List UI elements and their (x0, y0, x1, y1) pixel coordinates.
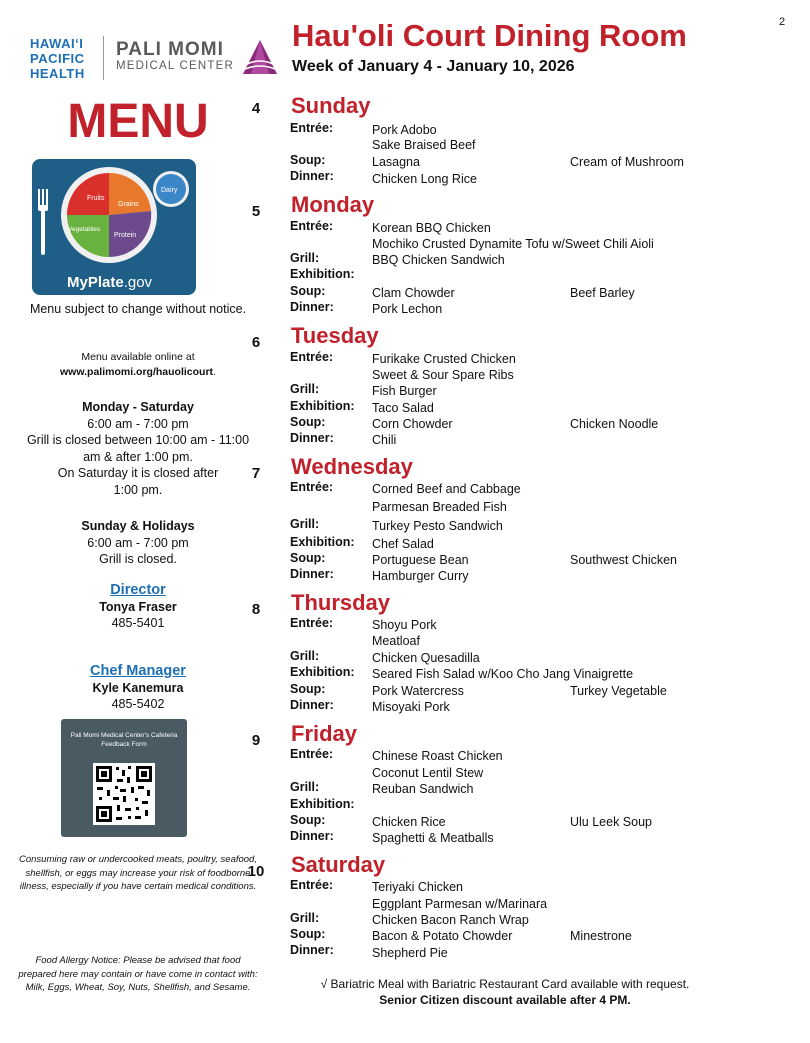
soup-label: Soup: (290, 927, 326, 941)
soup-item-2: Southwest Chicken (570, 553, 678, 567)
day-number: 5 (251, 203, 261, 220)
hawaii-pacific-health-logo (30, 36, 85, 81)
entree-label: Entrée: (290, 350, 334, 364)
dinner-item: Shepherd Pie (372, 946, 448, 960)
soup-item-2: Turkey Vegetable (570, 684, 667, 698)
logo-line: PACIFIC (30, 51, 85, 66)
senior-discount-note: Senior Citizen discount available after 4 PM. (379, 993, 631, 1007)
exhibition-label: Exhibition: (290, 797, 355, 811)
entree-item: Parmesan Breaded Fish (372, 500, 507, 514)
weekday-hours-block (18, 399, 258, 498)
dinner-label: Dinner: (290, 300, 334, 314)
pali-momi-logo (116, 40, 234, 73)
saturday-note: On Saturday it is closed after 1:00 pm. (57, 466, 219, 497)
entree-label: Entrée: (290, 219, 334, 233)
day-name-friday: Friday (291, 721, 358, 746)
entree-item: Furikake Crusted Chicken (372, 352, 516, 366)
day-number: 6 (251, 334, 261, 351)
day-number: 8 (251, 601, 261, 618)
grill-label: Grill: (290, 649, 320, 663)
soup-item: Portuguese Bean (372, 553, 469, 567)
logo-line: HAWAIʻI (30, 36, 84, 51)
dinner-label: Dinner: (290, 567, 334, 581)
soup-label: Soup: (290, 682, 326, 696)
online-label: Menu available online at (81, 351, 195, 363)
director-block (18, 582, 258, 632)
entree-label: Entrée: (290, 616, 334, 630)
day-number: 7 (251, 465, 261, 482)
raw-food-notice: Consuming raw or undercooked meats, poultry, seafood, shellfish, or eggs may increase your risk of foodborne illness, especially if you have certain medical conditions. (19, 854, 257, 892)
soup-item: Corn Chowder (372, 417, 453, 431)
sunday-grill-note: Grill is closed. (99, 552, 177, 566)
dinner-label: Dinner: (290, 943, 334, 957)
dinner-item: Hamburger Curry (372, 569, 469, 583)
weekday-hours: 6:00 am - 7:00 pm (87, 416, 189, 431)
entree-item: Mochiko Crusted Dynamite Tofu w/Sweet Chili Aioli (372, 237, 654, 251)
myplate-icon (32, 159, 196, 295)
soup-item-2: Beef Barley (570, 286, 635, 300)
qr-code-icon[interactable] (93, 763, 155, 825)
logo-pm-line1: PALI MOMI (116, 39, 224, 60)
vegetables-label: Vegetables (68, 226, 101, 233)
online-notice (18, 350, 258, 380)
page-title: Hau'oli Court Dining Room (292, 18, 687, 53)
dinner-item: Misoyaki Pork (372, 700, 450, 714)
grill-item: Fish Burger (372, 384, 437, 398)
exhibition-item: Seared Fish Salad w/Koo Cho Jang Vinaigrette (372, 667, 634, 681)
director-label[interactable]: Director (110, 582, 166, 598)
menu-subject-note: Menu subject to change without notice. (29, 302, 247, 316)
soup-item: Chicken Rice (372, 815, 446, 829)
entree-item: Pork Adobo (372, 123, 437, 137)
entree-item: Meatloaf (372, 634, 420, 648)
day-name-saturday: Saturday (291, 852, 386, 877)
entree-item: Sake Braised Beef (372, 138, 476, 152)
weekday-grill-note: Grill is closed between 10:00 am - 11:00 am & after 1:00 pm. (26, 433, 250, 464)
sunday-hours: 6:00 am - 7:00 pm (87, 535, 189, 550)
grill-item: Turkey Pesto Sandwich (372, 519, 503, 533)
food-allergy-notice: Food Allergy Notice: Please be advised that food prepared here may contain or have come in contact with: Milk, Eggs, Wheat, Soy, Nuts, Shellfish, and Sesame. (18, 955, 258, 993)
grill-label: Grill: (290, 382, 320, 396)
chef-block (18, 663, 258, 713)
exhibition-item: Chef Salad (372, 537, 434, 551)
day-name-sunday: Sunday (291, 93, 371, 118)
soup-item-2: Chicken Noodle (570, 417, 659, 431)
bariatric-note: √ Bariatric Meal with Bariatric Restaurant Card available with request. (320, 977, 690, 991)
chef-manager-label[interactable]: Chef Manager (90, 663, 186, 679)
soup-label: Soup: (290, 813, 326, 827)
director-name: Tonya Fraser (99, 599, 177, 614)
soup-label: Soup: (290, 551, 326, 565)
day-name-wednesday: Wednesday (291, 454, 413, 479)
entree-item: Corned Beef and Cabbage (372, 482, 521, 496)
entree-label: Entrée: (290, 747, 334, 761)
soup-label: Soup: (290, 153, 326, 167)
entree-item: Coconut Lentil Stew (372, 766, 484, 780)
logo-line: HEALTH (30, 66, 85, 81)
day-number: 9 (251, 732, 261, 749)
soup-item: Lasagna (372, 155, 420, 169)
exhibition-label: Exhibition: (290, 399, 355, 413)
dinner-label: Dinner: (290, 698, 334, 712)
soup-item: Bacon & Potato Chowder (372, 929, 513, 943)
entree-item: Shoyu Pork (372, 618, 437, 632)
dairy-label: Dairy (161, 187, 178, 194)
dinner-item: Pork Lechon (372, 302, 443, 316)
myplate-brand-bold: MyPlate (67, 274, 124, 291)
page-number: 2 (779, 16, 786, 28)
sunday-heading: Sunday & Holidays (81, 519, 195, 533)
logo-pm-line2: MEDICAL CENTER (116, 60, 234, 72)
entree-item: Korean BBQ Chicken (372, 221, 491, 235)
day-name-thursday: Thursday (291, 590, 391, 615)
day-number: 4 (251, 100, 261, 117)
day-number: 10 (247, 863, 265, 880)
soup-label: Soup: (290, 284, 326, 298)
feedback-qr-card[interactable] (61, 719, 187, 837)
soup-item: Pork Watercress (372, 684, 464, 698)
soup-item: Clam Chowder (372, 286, 455, 300)
online-period: . (213, 366, 216, 378)
chef-name: Kyle Kanemura (92, 680, 184, 695)
pali-momi-mark-icon (241, 38, 279, 76)
protein-label: Protein (114, 232, 137, 239)
entree-item: Teriyaki Chicken (372, 880, 464, 894)
menu-heading: MENU (67, 95, 209, 148)
dinner-item: Spaghetti & Meatballs (372, 831, 494, 845)
entree-label: Entrée: (290, 121, 334, 135)
logo-divider (103, 36, 104, 80)
grill-item: BBQ Chicken Sandwich (372, 253, 505, 267)
dinner-label: Dinner: (290, 169, 334, 183)
soup-item-2: Ulu Leek Soup (570, 815, 653, 829)
entree-item: Eggplant Parmesan w/Marinara (372, 897, 548, 911)
week-range: Week of January 4 - January 10, 2026 (292, 58, 575, 75)
dinner-item: Chicken Long Rice (372, 172, 477, 186)
grill-item: Reuban Sandwich (372, 782, 474, 796)
dinner-item: Chili (372, 433, 397, 447)
myplate-brand (67, 274, 153, 291)
entree-item: Chinese Roast Chicken (372, 749, 503, 763)
exhibition-item: Taco Salad (372, 401, 434, 415)
grill-item: Chicken Quesadilla (372, 651, 480, 665)
fruits-label: Fruits (87, 195, 105, 202)
grill-label: Grill: (290, 251, 320, 265)
feedback-title: Pali Momi Medical Center's Cafeteria Feedback Form (70, 732, 178, 748)
grill-label: Grill: (290, 517, 320, 531)
online-url[interactable]: www.palimomi.org/hauolicourt (60, 366, 214, 378)
exhibition-label: Exhibition: (290, 535, 355, 549)
chef-phone: 485-5402 (111, 697, 165, 711)
grill-item: Chicken Bacon Ranch Wrap (372, 913, 529, 927)
dinner-label: Dinner: (290, 431, 334, 445)
weekday-heading: Monday - Saturday (82, 400, 194, 414)
entree-item: Sweet & Sour Spare Ribs (372, 368, 514, 382)
soup-label: Soup: (290, 415, 326, 429)
grill-label: Grill: (290, 780, 320, 794)
day-name-monday: Monday (291, 192, 375, 217)
grill-label: Grill: (290, 911, 320, 925)
online-url-line (18, 365, 258, 380)
grains-label: Grains (118, 201, 139, 208)
sunday-hours-block (18, 518, 258, 568)
entree-label: Entrée: (290, 480, 334, 494)
entree-label: Entrée: (290, 878, 334, 892)
director-phone: 485-5401 (111, 616, 165, 630)
day-name-tuesday: Tuesday (291, 323, 379, 348)
myplate-brand-suffix: .gov (123, 274, 153, 291)
exhibition-label: Exhibition: (290, 665, 355, 679)
myplate-graphic (32, 159, 196, 295)
soup-item-2: Cream of Mushroom (570, 155, 684, 169)
soup-item-2: Minestrone (570, 929, 632, 943)
exhibition-label: Exhibition: (290, 267, 355, 281)
dinner-label: Dinner: (290, 829, 334, 843)
